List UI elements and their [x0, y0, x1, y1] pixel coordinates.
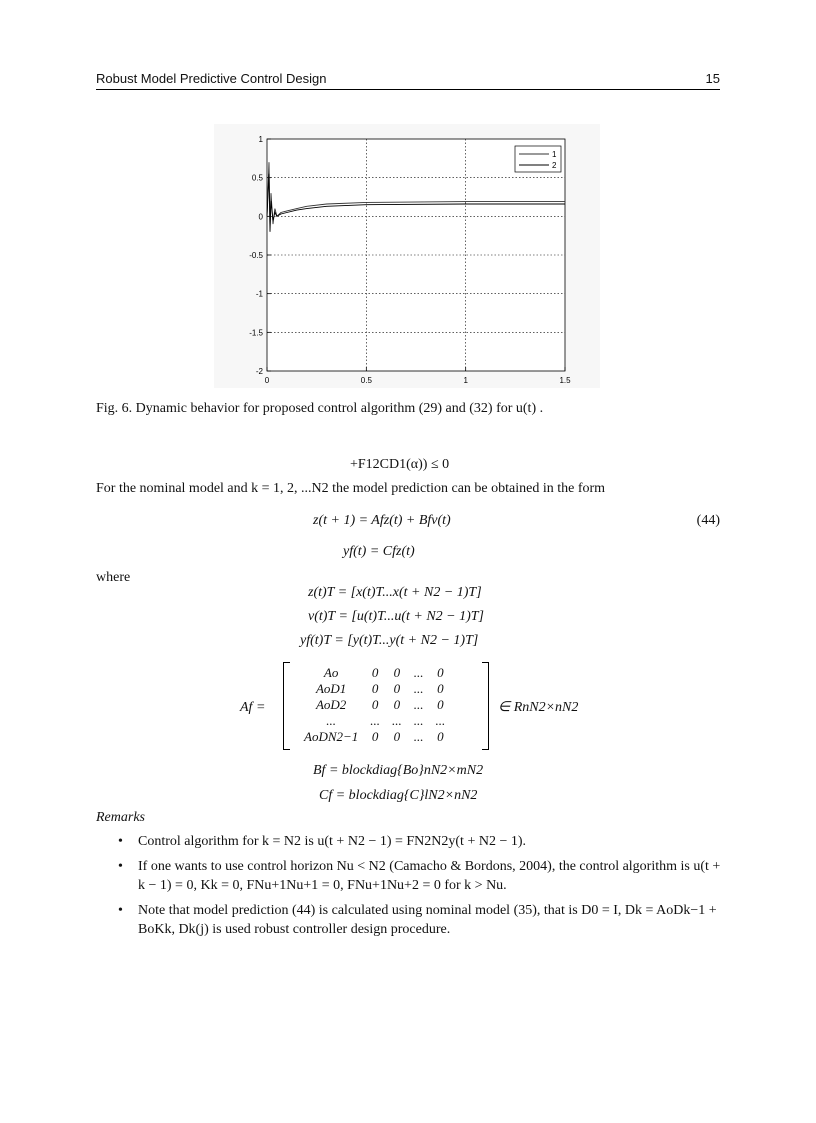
matrix-cell: ...	[435, 713, 446, 728]
y-tick-label: 0.5	[251, 173, 263, 183]
matrix-cell: 0	[371, 729, 379, 744]
y-tick-label: 0	[258, 212, 263, 222]
matrix-cell: 0	[371, 681, 379, 696]
matrix-cell: 0	[437, 697, 444, 712]
matrix-cell: ...	[413, 697, 424, 712]
y-tick-label: -2	[255, 367, 263, 376]
bullet-icon: •	[118, 834, 123, 849]
matrix-cell: Ao	[323, 665, 339, 680]
matrix-row	[298, 729, 451, 745]
figure-caption: Fig. 6. Dynamic behavior for proposed control algorithm (29) and (32) for u(t) .	[96, 401, 544, 416]
remark-item: • If one wants to use control horizon Nu < N2 (Camacho & Bordons, 2004), the control algorithm is u(t + k − 1) = 0, Kk = 0, FNu+1Nu+1 = 0, FNu+1Nu+2 = 0 for k > Nu.	[118, 859, 721, 893]
legend-label: 2	[552, 161, 557, 170]
y-tick-label: 1	[258, 135, 263, 144]
matrix-cell: ...	[413, 665, 424, 680]
matrix-row	[298, 665, 451, 681]
matrix-cell: 0	[437, 665, 444, 680]
matrix-cell: AoD2	[315, 697, 347, 712]
remarks-list	[118, 832, 722, 945]
remarks-heading: Remarks	[96, 810, 145, 825]
header-title: Robust Model Predictive Control Design	[96, 71, 327, 86]
af-matrix-brackets	[283, 662, 489, 750]
x-tick-label: 0.5	[360, 376, 372, 385]
matrix-cell: 0	[393, 681, 401, 696]
y-tick-label: -1	[255, 289, 263, 299]
def-y: yf(t)T = [y(t)T...y(t + N2 − 1)T]	[300, 633, 479, 648]
af-lhs: Af =	[240, 700, 266, 715]
bullet-icon: •	[118, 859, 123, 874]
af-matrix	[298, 665, 451, 745]
matrix-cell: ...	[392, 713, 402, 728]
def-v: v(t)T = [u(t)T...u(t + N2 − 1)T]	[308, 609, 484, 624]
remark-item: • Note that model prediction (44) is calculated using nominal model (35), that is D0 = I, Dk = AoDk−1 + BoKk, Dk(j) is used robust controller design procedure.	[118, 903, 717, 937]
def-z: z(t)T = [x(t)T...x(t + N2 − 1)T]	[308, 585, 482, 600]
matrix-cell: AoDN2−1	[304, 729, 359, 744]
where-label: where	[96, 570, 131, 585]
legend-label: 1	[552, 150, 557, 159]
x-tick-label: 0	[264, 376, 270, 385]
matrix-cell: 0	[371, 665, 379, 680]
matrix-cell: 0	[393, 665, 401, 680]
matrix-cell: 0	[393, 729, 401, 744]
equation-44-label: (44)	[696, 513, 720, 528]
matrix-row	[298, 681, 451, 697]
equation-44a: z(t + 1) = Afz(t) + Bfv(t)	[313, 513, 451, 528]
matrix-cell: ...	[326, 713, 337, 728]
y-tick-label: -1.5	[249, 328, 263, 338]
y-tick-label: -0.5	[249, 251, 263, 260]
bf-eq: Bf = blockdiag{Bo}nN2×mN2	[313, 763, 484, 778]
figure-6-chart	[214, 124, 600, 388]
equation-top: +F12CD1(α)) ≤ 0	[350, 457, 450, 472]
remark-item: • Control algorithm for k = N2 is u(t + N2 − 1) = FN2N2y(t + N2 − 1).	[118, 834, 527, 849]
matrix-cell: ...	[413, 681, 424, 696]
paragraph-1: For the nominal model and k = 1, 2, ...N2 the model prediction can be obtained in the form	[96, 481, 606, 496]
equation-44b: yf(t) = Cfz(t)	[343, 544, 415, 559]
x-tick-label: 1	[463, 376, 468, 385]
matrix-cell: ...	[413, 713, 424, 728]
matrix-cell: ...	[370, 713, 381, 728]
af-rhs: ∈ RnN2×nN2	[498, 700, 579, 715]
matrix-cell: AoD1	[315, 681, 347, 696]
cf-eq: Cf = blockdiag{C}lN2×nN2	[319, 788, 478, 803]
matrix-row	[298, 697, 451, 713]
header-rule	[96, 89, 720, 90]
matrix-cell: 0	[437, 681, 444, 696]
x-tick-label: 1.5	[559, 376, 571, 385]
bullet-icon: •	[118, 903, 123, 918]
matrix-cell: 0	[393, 697, 401, 712]
matrix-cell: ...	[413, 729, 424, 744]
matrix-row	[298, 713, 451, 729]
matrix-cell: 0	[437, 729, 444, 744]
running-header	[96, 71, 720, 91]
matrix-cell: 0	[371, 697, 379, 712]
page-number: 15	[705, 71, 720, 86]
